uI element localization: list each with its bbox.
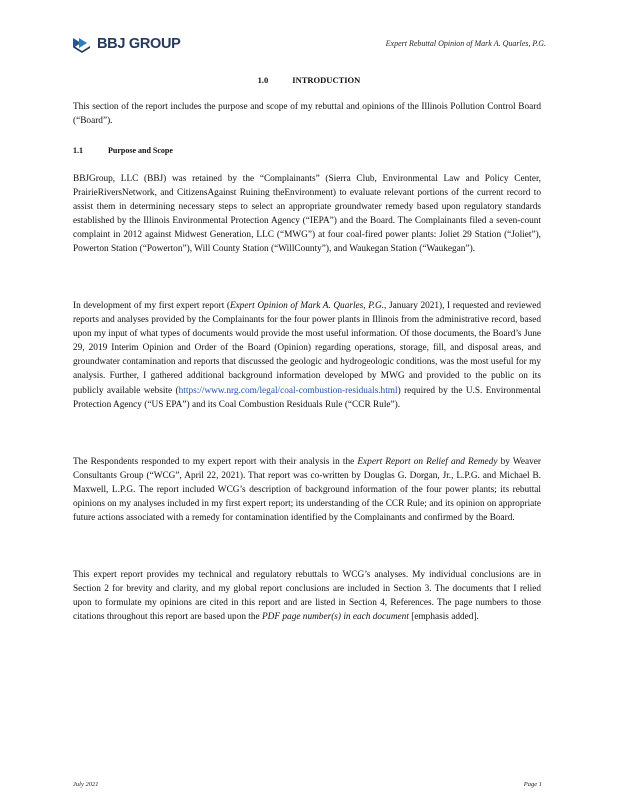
subsection-heading <box>73 146 173 155</box>
footer-date: July 2021 <box>73 781 99 788</box>
section-intro-paragraph: This section of the report includes the purpose and scope of my rebuttal and opinions of the Illinois Pollution Control Board (“Board”). <box>73 102 541 127</box>
logo-text: BBJ GROUP <box>97 36 181 52</box>
paragraph-development <box>73 299 541 412</box>
p3-text-c: ) required by the U.S. Environmental Protection Agency (“US EPA”) and its Coal Combustion Residuals Rule (“CCR Rule”). <box>73 385 541 410</box>
p3-text-a: In development of my first expert report ( <box>73 301 230 311</box>
p5-text-a: This expert report provides my technical and regulatory rebuttals to WCG’s analyses. My individual conclusions are in Section 2 for brevity and clarity, and my global report conclusions are included in Section 3. The documents that I relied upon to formulate my opinions are cited in this report and are listed in Section 4, References. The page numbers to those citations throughout this report are based upon the <box>73 570 541 623</box>
p3-text-b: , January 2021), I requested and reviewed reports and analyses provided by the Complainants for the four power plants in Illinois from the administrative record, based upon my input of what types of documents would provide the most useful information. Of those documents, the Board’s June 29, 2019 Interim Opinion and Order of the Board (Opinion) regarding operations, storage, fill, and disposal areas, and groundwater contamination and reports that discussed the geologic and hydrogeologic conditions, was the most useful for my analysis. Further, I gathered additional background information developed by MWG and provided to the public on its publicly available website ( <box>73 301 542 396</box>
paragraph-retention: BBJGroup, LLC (BBJ) was retained by the “Complainants” (Sierra Club, Environmental Law and Policy Center, PrairieRiversNetwork, and CitizensAgainst Ruining theEnvironment) to evaluate relevant portions of the current record to assist them in determining necessary steps to select an appropriate groundwater remedy based upon regulatory standards established by the Illinois Environmental Protection Agency (“IEPA”) and the Board. The Complainants filed a seven-count complaint in 2012 against Midwest Generation, LLC (“MWG”) at four coal-fired power plants: Joliet 29 Station (“Joliet”), Powerton Station (“Powerton”), Will County Station (“WillCounty”), and Waukegan Station (“Waukegan”). <box>73 174 541 255</box>
p5-text-b: [emphasis added]. <box>408 612 479 623</box>
bbj-logo-icon <box>71 34 93 54</box>
p4-text-b: by Weaver Consultants Group (“WCG”, April 22, 2021). That report was co-written by Douglas G. Dorgan, Jr., L.P.G. and Michael B. Maxwell, L.P.G. The report included WCG’s description of background information of the four power plants; its rebuttal opinions on my analyses included in my first expert report; its understanding of the CCR Rule; and its opinion on appropriate future actions associated with a remedy for contamination identified by the Complainants and confirmed by the Board. <box>73 457 541 524</box>
p5-emphasis: PDF page number(s) in each document <box>262 612 409 623</box>
header-report-title: Expert Rebuttal Opinion of Mark A. Quarles, P.G. <box>385 39 546 48</box>
footer-page-number: Page 1 <box>523 781 542 788</box>
subsection-title: Purpose and Scope <box>108 146 173 155</box>
bbj-group-logo <box>71 34 181 54</box>
section-number: 1.0 <box>257 75 269 85</box>
section-title: INTRODUCTION <box>292 75 361 85</box>
p3-report-title: Expert Opinion of Mark A. Quarles, P.G. <box>229 301 385 311</box>
subsection-number: 1.1 <box>73 146 83 155</box>
section-heading <box>0 75 618 85</box>
nrg-website-link[interactable]: https://www.nrg.com/legal/coal-combustion-residuals.html <box>178 385 398 396</box>
paragraph-report-overview <box>73 568 541 624</box>
paragraph-respondents <box>73 455 541 525</box>
p4-report-title: Expert Report on Relief and Remedy <box>357 457 498 467</box>
p4-text-a: The Respondents responded to my expert report with their analysis in the <box>73 457 358 467</box>
